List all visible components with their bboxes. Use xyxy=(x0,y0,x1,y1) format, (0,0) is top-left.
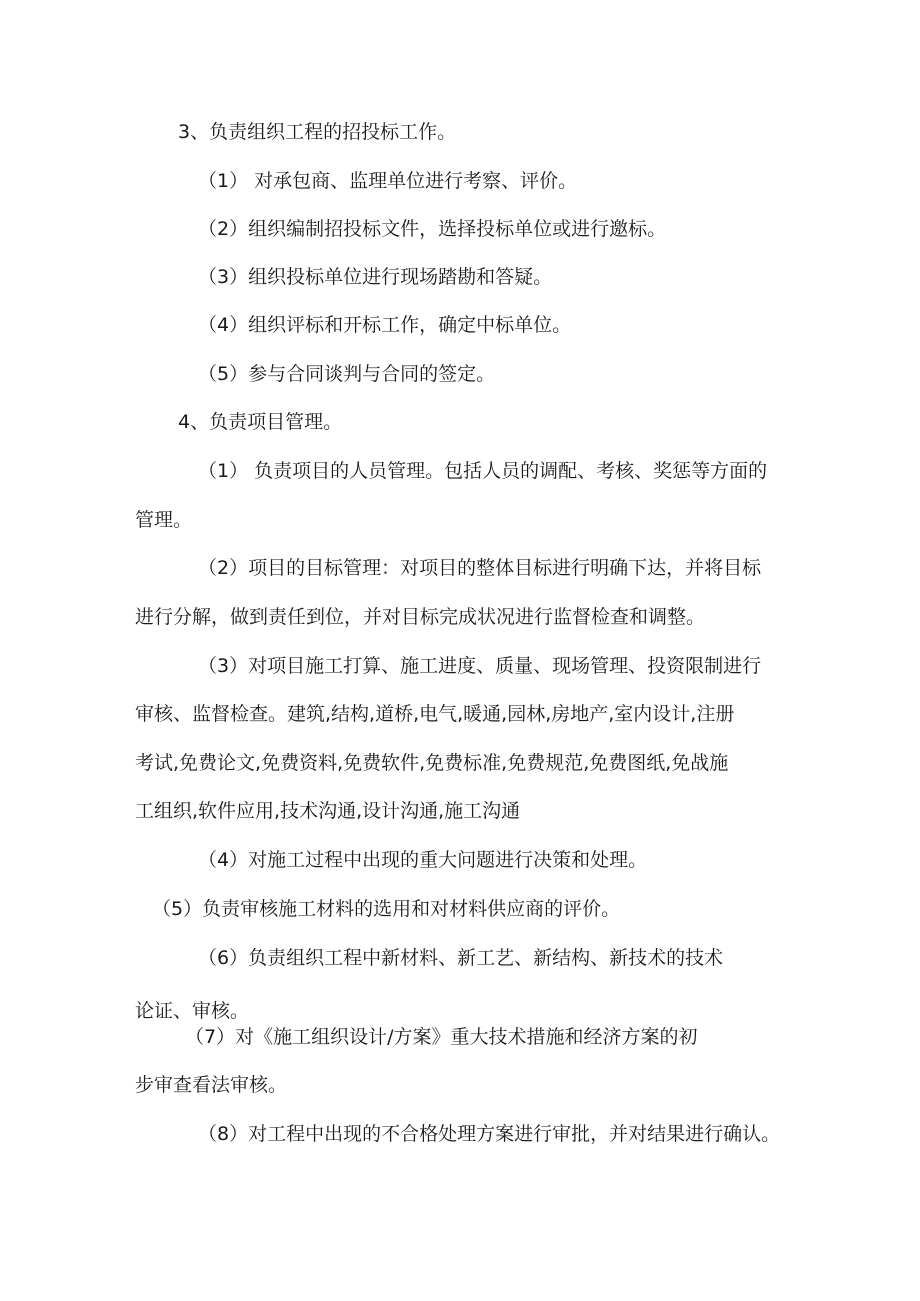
item-4-4: （4）对施工过程中出现的重大问题进行决策和处理。 xyxy=(198,849,648,871)
item-4-3-line4: 工组织,软件应用,技术沟通,设计沟通,施工沟通 xyxy=(135,800,521,822)
item-4-2-line2: 进行分解，做到责任到位，并对目标完成状况进行监督检查和调整。 xyxy=(135,606,706,628)
item-4-6-line1: （6）负责组织工程中新材料、新工艺、新结构、新技术的技术 xyxy=(198,947,724,969)
item-4-1-line1: （1） 负责项目的人员管理。包括人员的调配、考核、奖惩等方面的 xyxy=(198,460,768,482)
item-4-7-line1: （7）对《施工组织设计/方案》重大技术措施和经济方案的初 xyxy=(185,1026,698,1048)
item-3-2: （2）组织编制招投标文件，选择投标单位或进行邀标。 xyxy=(198,218,667,240)
item-3-5: （5）参与合同谈判与合同的签定。 xyxy=(198,363,496,385)
item-4-7-line2: 步审查看法审核。 xyxy=(135,1074,288,1096)
item-3-1: （1） 对承包商、监理单位进行考察、评价。 xyxy=(198,170,578,192)
item-4-8: （8）对工程中出现的不合格处理方案进行审批，并对结果进行确认。 xyxy=(198,1123,781,1145)
item-4-3-line2: 审核、监督检查。建筑,结构,道桥,电气,暖通,园林,房地产,室内设计,注册 xyxy=(135,703,735,725)
item-4-1-line2: 管理。 xyxy=(135,509,193,531)
item-3-3: （3）组织投标单位进行现场踏勘和答疑。 xyxy=(198,266,553,288)
item-3-4: （4）组织评标和开标工作，确定中标单位。 xyxy=(198,314,572,336)
item-4-6-line2: 论证、审核。 xyxy=(135,1000,250,1022)
section-4-heading: 4、负责项目管理。 xyxy=(178,411,343,433)
item-4-3-line3: 考试,免费论文,免费资料,免费软件,免费标准,免费规范,免费图纸,免战施 xyxy=(135,752,729,774)
item-4-2-line1: （2）项目的目标管理：对项目的整体目标进行明确下达，并将目标 xyxy=(198,557,762,579)
item-4-3-line1: （3）对项目施工打算、施工进度、质量、现场管理、投资限制进行 xyxy=(198,655,762,677)
item-4-5: （5）负责审核施工材料的选用和对材料供应商的评价。 xyxy=(152,898,621,920)
section-3-heading: 3、负责组织工程的招投标工作。 xyxy=(178,121,457,143)
